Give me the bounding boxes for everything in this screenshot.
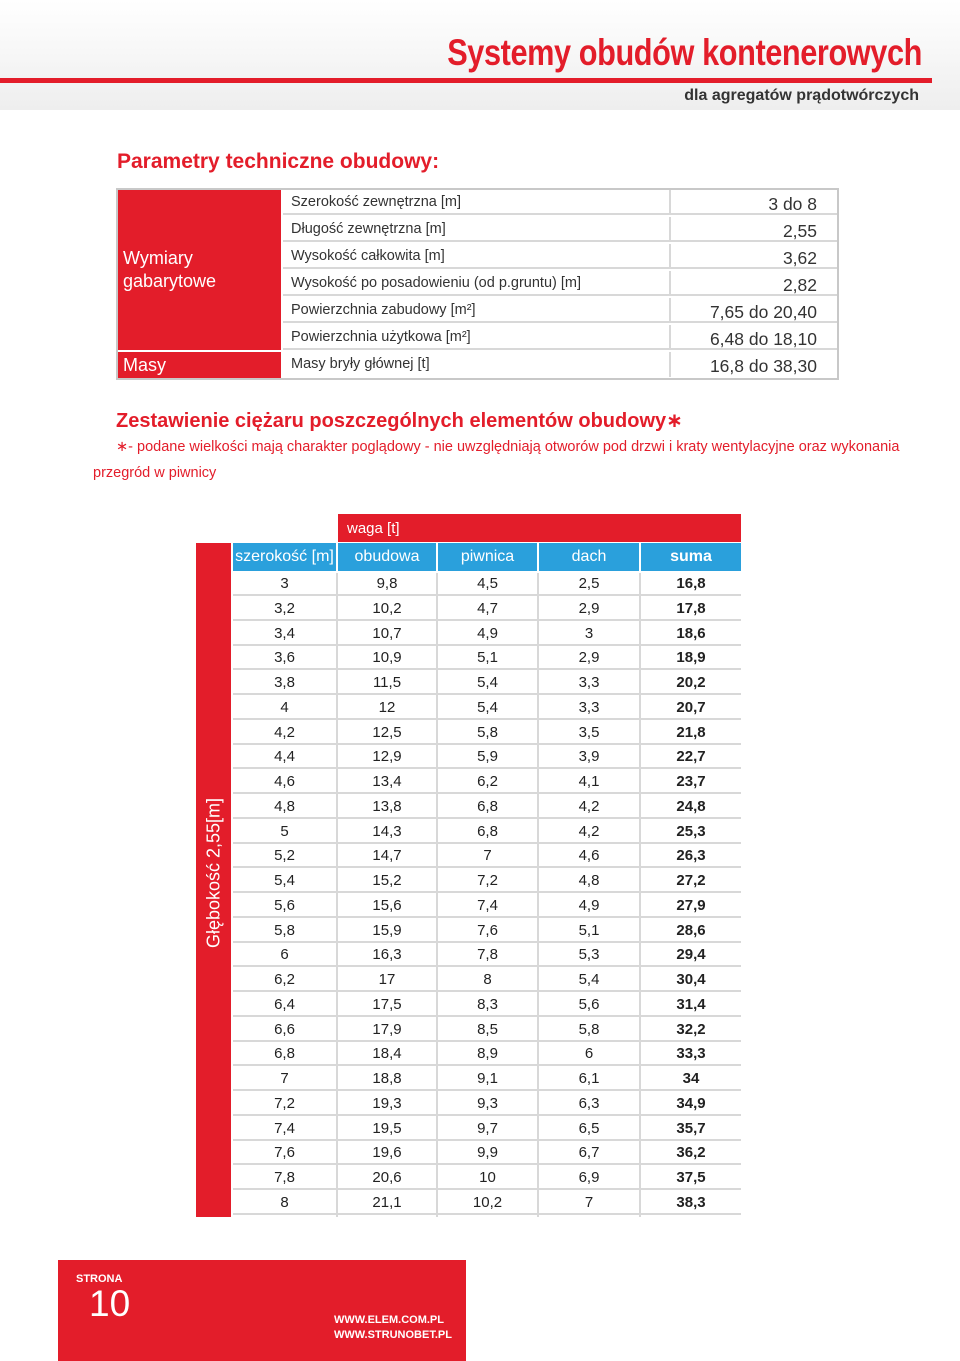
table-cell: 30,4 [641, 969, 741, 992]
table-cell: 7 [438, 845, 537, 868]
table-cell: 6,6 [233, 1019, 336, 1042]
params-row-value: 7,65 do 20,40 [669, 298, 837, 323]
weights-section-title: Zestawienie ciężaru poszczególnych elementów obudowy∗ [116, 410, 683, 432]
header-basement: piwnica [438, 543, 537, 571]
table-cell: 10,7 [338, 623, 436, 646]
table-cell: 8,3 [438, 994, 537, 1017]
table-cell: 13,4 [338, 771, 436, 794]
table-cell: 27,2 [641, 870, 741, 893]
table-cell: 5,4 [438, 672, 537, 695]
column-divider [639, 573, 641, 1217]
header-total: suma [641, 543, 741, 571]
table-cell: 17,5 [338, 994, 436, 1017]
params-row-value: 16,8 do 38,30 [669, 352, 837, 377]
table-cell: 11,5 [338, 672, 436, 695]
table-cell: 7,8 [233, 1167, 336, 1190]
table-cell: 17,8 [641, 598, 741, 621]
table-cell: 14,3 [338, 821, 436, 844]
table-cell: 34 [641, 1068, 741, 1091]
table-cell: 24,8 [641, 796, 741, 819]
table-cell: 5,8 [438, 722, 537, 745]
table-cell: 15,9 [338, 920, 436, 943]
table-cell: 7 [233, 1068, 336, 1091]
table-cell: 6,1 [539, 1068, 639, 1091]
params-row-value: 3 do 8 [669, 190, 837, 215]
table-cell: 5,6 [539, 994, 639, 1017]
table-cell: 28,6 [641, 920, 741, 943]
table-cell: 9,1 [438, 1068, 537, 1091]
table-cell: 9,8 [338, 573, 436, 596]
table-cell: 20,2 [641, 672, 741, 695]
table-cell: 6,5 [539, 1118, 639, 1141]
params-row-label: Szerokość zewnętrzna [m] [291, 194, 462, 210]
table-cell: 10,2 [338, 598, 436, 621]
table-cell: 34,9 [641, 1093, 741, 1116]
table-cell: 15,6 [338, 895, 436, 918]
table-cell: 5,4 [233, 870, 336, 893]
params-row-value: 2,82 [669, 271, 837, 296]
table-cell: 37,5 [641, 1167, 741, 1190]
params-section-title: Parametry techniczne obudowy: [117, 150, 440, 173]
params-row-label: Długość zewnętrzna [m] [291, 221, 446, 237]
table-cell: 6,7 [539, 1142, 639, 1165]
table-cell: 4,6 [539, 845, 639, 868]
table-cell: 5,3 [539, 944, 639, 967]
table-cell: 3,5 [539, 722, 639, 745]
table-cell: 6,2 [233, 969, 336, 992]
column-divider [537, 573, 539, 1217]
table-cell: 20,7 [641, 697, 741, 720]
table-cell: 4,6 [233, 771, 336, 794]
table-cell: 17 [338, 969, 436, 992]
depth-label: Głębokość 2,55[m] [203, 797, 224, 949]
table-cell: 4,9 [438, 623, 537, 646]
params-row [283, 217, 837, 242]
table-cell: 9,7 [438, 1118, 537, 1141]
table-cell: 9,9 [438, 1142, 537, 1165]
table-cell: 19,3 [338, 1093, 436, 1116]
header-divider [0, 78, 932, 83]
table-cell: 4,4 [233, 746, 336, 769]
table-cell: 7,4 [233, 1118, 336, 1141]
table-cell: 33,3 [641, 1043, 741, 1066]
table-cell: 19,5 [338, 1118, 436, 1141]
table-cell: 5,8 [233, 920, 336, 943]
table-cell: 4,2 [539, 796, 639, 819]
table-cell: 5,1 [539, 920, 639, 943]
table-cell: 8 [233, 1192, 336, 1215]
params-row [283, 271, 837, 296]
params-row-label: Powierzchnia zabudowy [m²] [291, 302, 476, 318]
table-cell: 10,2 [438, 1192, 537, 1215]
params-row [283, 298, 837, 323]
table-cell: 4,8 [233, 796, 336, 819]
header-roof: dach [539, 543, 639, 571]
table-cell: 5,2 [233, 845, 336, 868]
table-cell: 26,3 [641, 845, 741, 868]
table-cell: 17,9 [338, 1019, 436, 1042]
table-cell: 35,7 [641, 1118, 741, 1141]
footer-link-elem[interactable]: WWW.ELEM.COM.PL [334, 1314, 444, 1326]
column-divider [336, 573, 338, 1217]
table-cell: 4,7 [438, 598, 537, 621]
table-cell: 6,9 [539, 1167, 639, 1190]
table-cell: 23,7 [641, 771, 741, 794]
column-divider [436, 573, 438, 1217]
table-cell: 3,8 [233, 672, 336, 695]
footer-link-strunobet[interactable]: WWW.STRUNOBET.PL [334, 1329, 452, 1341]
table-cell: 4,8 [539, 870, 639, 893]
table-cell: 18,4 [338, 1043, 436, 1066]
table-cell: 6,2 [438, 771, 537, 794]
table-cell: 10 [438, 1167, 537, 1190]
table-cell: 32,2 [641, 1019, 741, 1042]
table-cell: 18,8 [338, 1068, 436, 1091]
table-cell: 6,4 [233, 994, 336, 1017]
table-cell: 29,4 [641, 944, 741, 967]
table-cell: 5,8 [539, 1019, 639, 1042]
params-table [116, 188, 839, 380]
params-row-value: 6,48 do 18,10 [669, 325, 837, 350]
table-cell: 8 [438, 969, 537, 992]
table-cell: 5,6 [233, 895, 336, 918]
table-cell: 12 [338, 697, 436, 720]
table-cell: 22,7 [641, 746, 741, 769]
page-number: 10 [89, 1283, 131, 1324]
table-cell: 7,6 [233, 1142, 336, 1165]
table-cell: 7,2 [233, 1093, 336, 1116]
weight-group-label: waga [t] [347, 520, 400, 537]
table-cell: 3,6 [233, 647, 336, 670]
params-row-label: Masy bryły głównej [t] [291, 356, 430, 372]
table-cell: 19,6 [338, 1142, 436, 1165]
table-cell: 5,9 [438, 746, 537, 769]
table-cell: 7 [539, 1192, 639, 1215]
table-cell: 3,3 [539, 697, 639, 720]
table-cell: 9,3 [438, 1093, 537, 1116]
params-row [283, 244, 837, 269]
page-word: STRONA [76, 1273, 123, 1285]
table-cell: 4,2 [233, 722, 336, 745]
weights-note: ∗- podane wielkości mają charakter poglądowy - nie uwzględniają otworów pod drzwi i kraty wentylacyjne oraz wykonania [116, 439, 900, 455]
table-cell: 4,9 [539, 895, 639, 918]
table-cell: 6,8 [233, 1043, 336, 1066]
table-cell: 20,6 [338, 1167, 436, 1190]
table-cell: 27,9 [641, 895, 741, 918]
table-cell: 25,3 [641, 821, 741, 844]
table-cell: 14,7 [338, 845, 436, 868]
table-cell: 6,8 [438, 821, 537, 844]
table-cell: 5,1 [438, 647, 537, 670]
params-row-value: 2,55 [669, 217, 837, 242]
table-cell: 6,3 [539, 1093, 639, 1116]
table-cell: 5,4 [438, 697, 537, 720]
table-cell: 5,4 [539, 969, 639, 992]
table-cell: 8,9 [438, 1043, 537, 1066]
table-cell: 31,4 [641, 994, 741, 1017]
table-cell: 21,1 [338, 1192, 436, 1215]
table-cell: 38,3 [641, 1192, 741, 1215]
table-cell: 5 [233, 821, 336, 844]
table-cell: 4 [233, 697, 336, 720]
header-width: szerokość [m] [233, 543, 336, 571]
table-cell: 3,9 [539, 746, 639, 769]
table-cell: 18,9 [641, 647, 741, 670]
table-cell: 13,8 [338, 796, 436, 819]
table-cell: 7,6 [438, 920, 537, 943]
table-cell: 16,3 [338, 944, 436, 967]
table-cell: 3 [539, 623, 639, 646]
header-casing: obudowa [338, 543, 436, 571]
params-row-label: Powierzchnia użytkowa [m²] [291, 329, 471, 345]
table-cell: 7,8 [438, 944, 537, 967]
page-title: Systemy obudów kontenerowych [447, 32, 922, 73]
table-cell: 8,5 [438, 1019, 537, 1042]
table-cell: 7,4 [438, 895, 537, 918]
table-cell: 3 [233, 573, 336, 596]
params-row-value: 3,62 [669, 244, 837, 269]
params-row [283, 190, 837, 215]
table-cell: 16,8 [641, 573, 741, 596]
table-cell: 4,2 [539, 821, 639, 844]
table-cell: 36,2 [641, 1142, 741, 1165]
params-row-label: Wysokość po posadowieniu (od p.gruntu) [m] [291, 275, 582, 291]
table-cell: 3,4 [233, 623, 336, 646]
page-subtitle: dla agregatów prądotwórczych [684, 87, 919, 104]
params-category-dimensions: Wymiary gabarytowe [118, 190, 281, 350]
table-cell: 6 [233, 944, 336, 967]
table-cell: 18,6 [641, 623, 741, 646]
table-cell: 6,8 [438, 796, 537, 819]
table-cell: 3,2 [233, 598, 336, 621]
table-cell: 7,2 [438, 870, 537, 893]
weights-note-continued: przegród w piwnicy [93, 465, 217, 481]
table-cell: 12,5 [338, 722, 436, 745]
table-cell: 2,5 [539, 573, 639, 596]
params-row [283, 325, 837, 350]
table-cell: 12,9 [338, 746, 436, 769]
table-cell: 4,1 [539, 771, 639, 794]
params-category-mass: Masy [118, 352, 281, 378]
table-cell: 4,5 [438, 573, 537, 596]
table-cell: 2,9 [539, 647, 639, 670]
params-row [283, 352, 837, 377]
table-cell: 15,2 [338, 870, 436, 893]
params-row-label: Wysokość całkowita [m] [291, 248, 445, 264]
table-cell: 21,8 [641, 722, 741, 745]
table-cell: 3,3 [539, 672, 639, 695]
table-cell: 10,9 [338, 647, 436, 670]
table-cell: 6 [539, 1043, 639, 1066]
table-cell: 2,9 [539, 598, 639, 621]
